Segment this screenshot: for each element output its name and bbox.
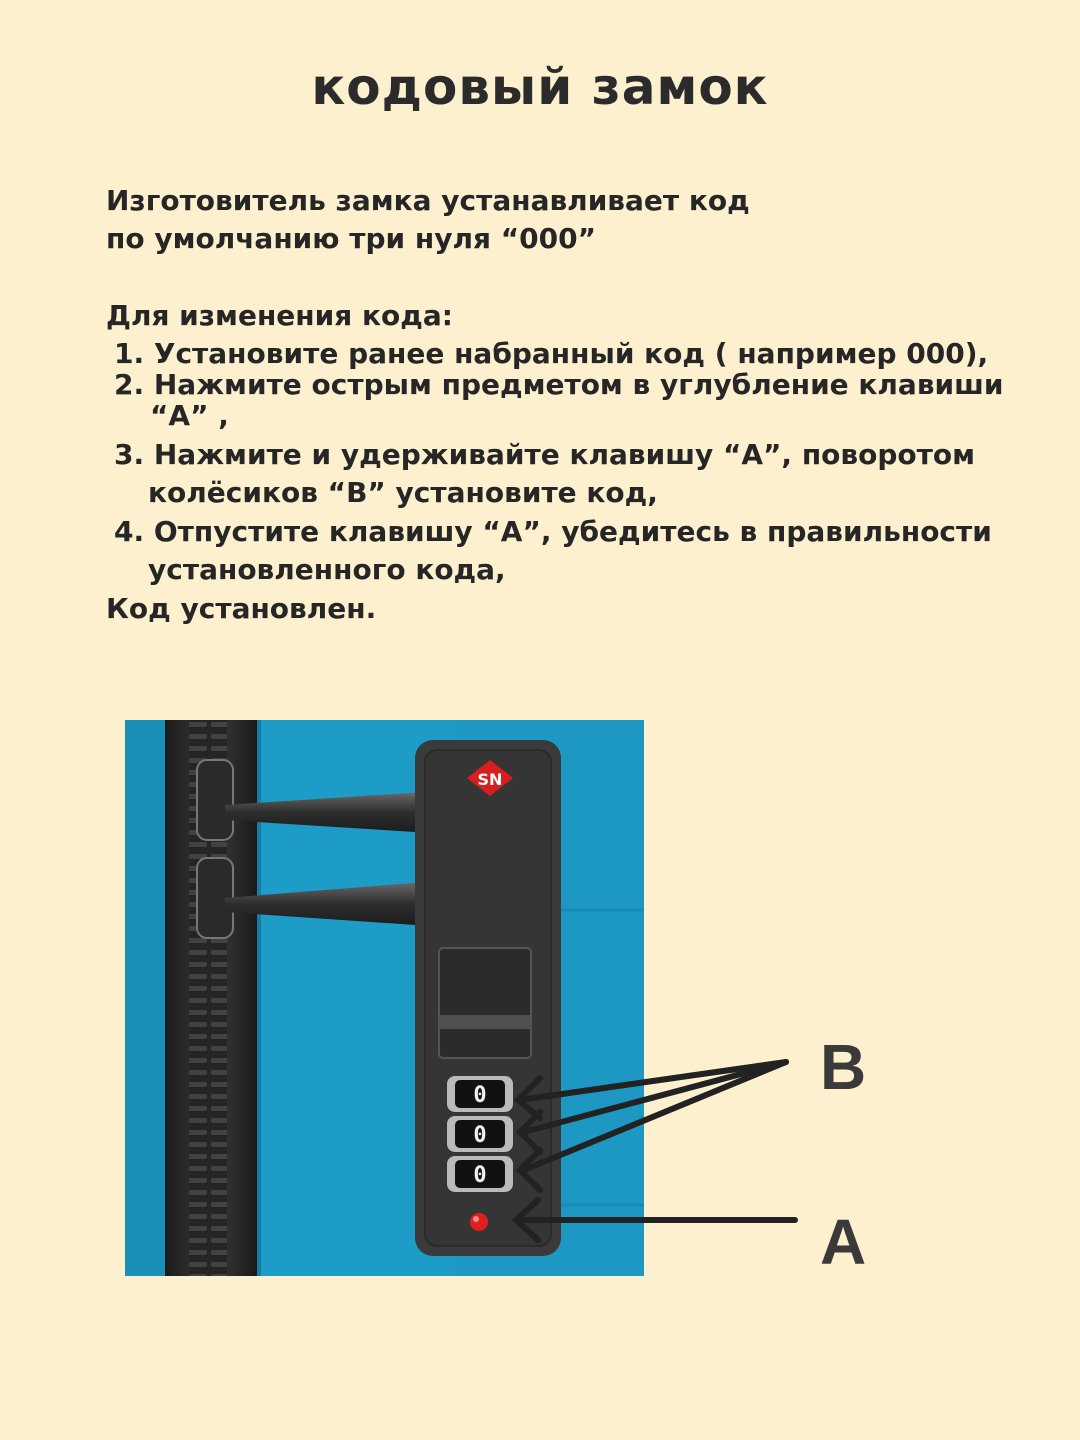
- dial-digit-3: 0: [473, 1163, 487, 1188]
- intro-line-1: Изготовитель замка устанавливает код: [106, 184, 750, 217]
- step-1: 1. Установите ранее набранный код ( например 000),: [114, 337, 989, 370]
- step-2-line-2: “А” ,: [150, 399, 229, 432]
- dial-digit-2: 0: [473, 1123, 487, 1148]
- svg-text:SN: SN: [477, 770, 503, 789]
- step-4-line-1: 4. Отпустите клавишу “А”, убедитесь в правильности: [114, 515, 992, 548]
- label-a: A: [820, 1206, 867, 1278]
- label-b: B: [820, 1031, 867, 1103]
- intro-line-2: по умолчанию три нуля “000”: [106, 222, 596, 255]
- code-set-text: Код установлен.: [106, 592, 377, 625]
- step-4-line-2: установленного кода,: [148, 553, 506, 586]
- page-title: кодовый замок: [311, 58, 769, 116]
- instructions-heading: Для изменения кода:: [106, 299, 453, 332]
- step-3-line-2: колёсиков “В” установите код,: [148, 476, 658, 509]
- step-3-line-1: 3. Нажмите и удерживайте клавишу “А”, поворотом: [114, 438, 975, 471]
- step-2-line-1: 2. Нажмите острым предметом в углубление клавиши: [114, 368, 1004, 401]
- dial-digit-1: 0: [473, 1083, 487, 1108]
